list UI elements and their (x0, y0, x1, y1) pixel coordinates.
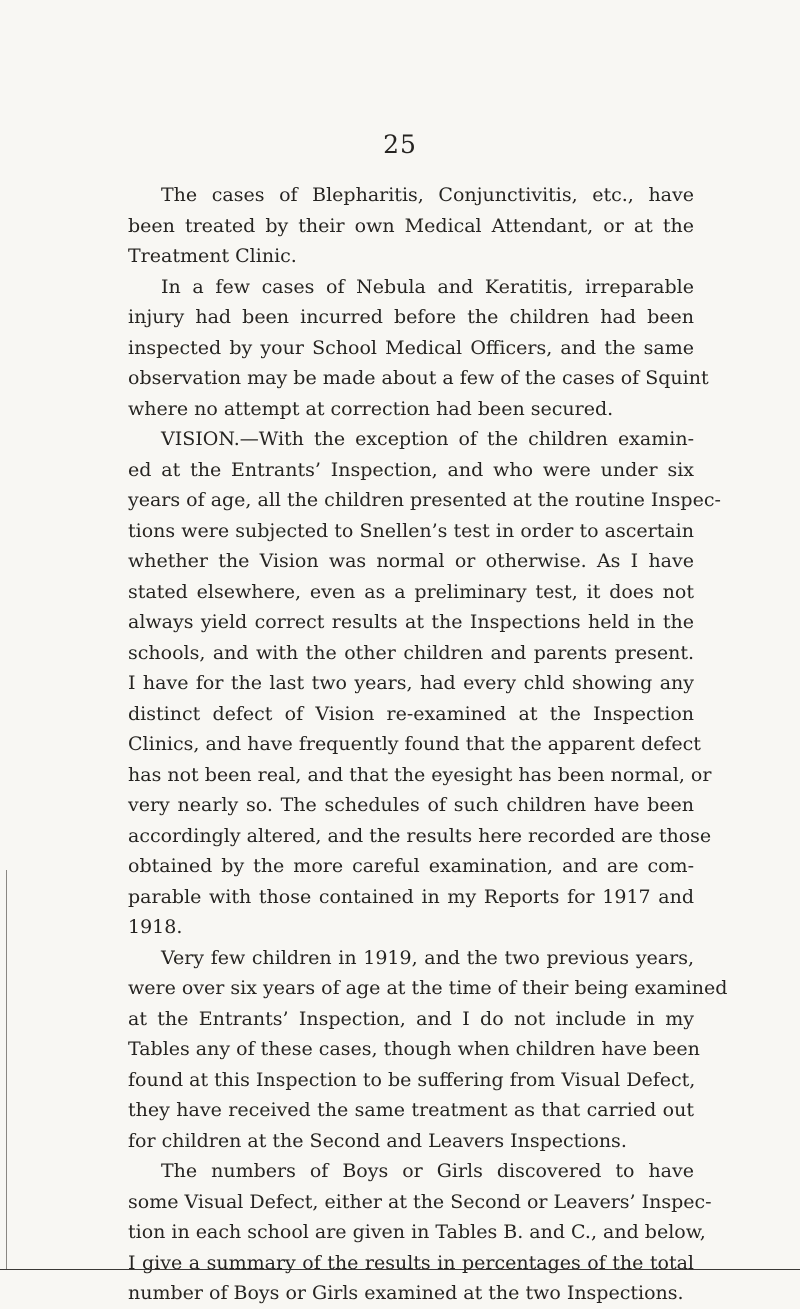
text-line: VISION.—With the exception of the children examin- (161, 428, 694, 450)
text-line: In a few cases of Nebula and Keratitis, irreparable (161, 275, 694, 298)
page-number: 25 (383, 130, 417, 159)
text-line: stated elsewhere, even as a preliminary test, it does not (128, 580, 694, 603)
text-line: The numbers of Boys or Girls discovered to have (161, 1160, 694, 1182)
text-line: where no attempt at correction had been secured. (128, 397, 614, 420)
text-line: they have received the same treatment as that carried out (128, 1099, 694, 1121)
text-line: were over six years of age at the time of their being examined (128, 977, 728, 999)
text-line: Treatment Clinic. (128, 245, 297, 267)
text-line: inspected by your School Medical Officers, and the same (128, 336, 694, 359)
paragraph-vision (128, 424, 721, 943)
text-line: distinct defect of Vision re-examined at the Inspection (128, 702, 694, 725)
text-line: whether the Vision was normal or otherwise. As I have (128, 550, 694, 572)
text-line: Clinics, and have frequently found that the apparent defect (128, 733, 701, 755)
paragraph-nebula (128, 272, 709, 425)
text-line: Tables any of these cases, though when children have been (128, 1038, 700, 1060)
text-line: tion in each school are given in Tables B. and C., and below, (128, 1221, 706, 1243)
text-line: very nearly so. The schedules of such children have been (128, 794, 694, 816)
text-line: has not been real, and that the eyesight has been normal, or (128, 763, 712, 786)
text-line: number of Boys or Girls examined at the two Inspections. (128, 1282, 684, 1304)
text-line: years of age, all the children presented at the routine Inspec- (128, 489, 721, 511)
text-line: I have for the last two years, had every chld showing any (128, 672, 694, 694)
text-line: ed at the Entrants’ Inspection, and who were under six (128, 458, 694, 481)
text-line: I give a summary of the results in percentages of the total (128, 1251, 694, 1274)
text-line: always yield correct results at the Inspections held in the (128, 611, 694, 633)
paragraph-few-children (128, 943, 728, 1157)
text-line: parable with those contained in my Reports for 1917 and (128, 885, 694, 908)
text-line: schools, and with the other children and parents present. (128, 641, 694, 664)
text-line: for children at the Second and Leavers Inspections. (128, 1129, 627, 1152)
text-line: 1918. (128, 916, 183, 938)
paragraph-blepharitis (128, 180, 694, 272)
text-line: at the Entrants’ Inspection, and I do not include in my (128, 1007, 694, 1030)
text-line: accordingly altered, and the results here recorded are those (128, 824, 712, 847)
paragraph-numbers (128, 1156, 712, 1309)
text-line: observation may be made about a few of the cases of Squint (128, 367, 709, 389)
text-line: injury had been incurred before the children had been (128, 306, 694, 328)
text-line: some Visual Defect, either at the Second or Leavers’ Inspec- (128, 1190, 712, 1213)
text-line: been treated by their own Medical Attendant, or at the (128, 214, 694, 237)
text-line: found at this Inspection to be suffering from Visual Defect, (128, 1068, 696, 1091)
text-line: The cases of Blepharitis, Conjunctivitis, etc., have (161, 184, 694, 206)
text-line: Very few children in 1919, and the two previous years, (161, 946, 694, 969)
text-line: obtained by the more careful examination, and are com- (128, 855, 694, 877)
scan-edge-line (6, 870, 7, 1270)
body-text (128, 180, 728, 1309)
page-bottom-rule (0, 1269, 800, 1270)
text-line: tions were subjected to Snellen’s test in order to ascertain (128, 519, 694, 542)
